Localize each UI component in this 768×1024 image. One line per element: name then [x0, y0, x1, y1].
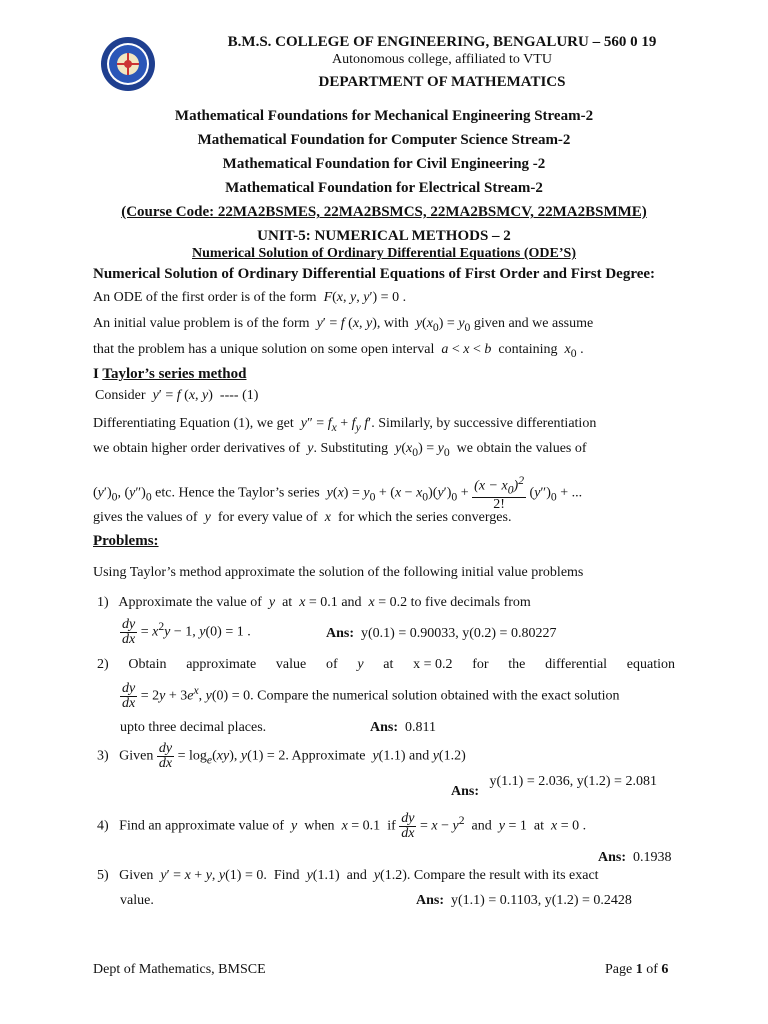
intro-text: An initial value problem is of the form: [93, 316, 310, 331]
answer-label: Ans:: [451, 784, 480, 799]
taylor-text: for every value of: [217, 510, 318, 525]
taylor-diff-line: Differentiating Equation (1), we get $y'' = f_x + f_y$ f′. Similarly, by successive differentiation: [93, 416, 597, 434]
problem-word: approximate: [186, 657, 257, 672]
problem-1-line-2: $\frac{dy}{dx}$ = $x^2y - 1$, y(0) = 1 .: [122, 617, 251, 647]
course-code: (Course Code: 22MA2BSMES, 22MA2BSMCS, 22MA2BSMCV, 22MA2BSMME): [121, 204, 647, 220]
footer-page-number: [605, 962, 668, 978]
problem-word: of: [325, 657, 338, 672]
intro-line-3: that the problem has a unique solution on some open interval a < x < b containing $x_0$ .: [93, 342, 584, 360]
taylor-text: we obtain higher order derivatives of: [93, 441, 301, 456]
answer-value: 0.811: [405, 720, 436, 735]
problem-word: differential: [545, 657, 608, 672]
answer-value: 0.1938: [633, 850, 672, 865]
taylor-text: gives the values of: [93, 510, 198, 525]
taylor-gives-line: gives the values of y for every value of x for which the series converges.: [93, 510, 512, 525]
problem-text: at: [533, 818, 544, 834]
problem-1-line-1: 1) Approximate the value of y at x = 0.1 and x = 0.2 to five decimals from: [97, 595, 531, 610]
problem-text: upto three decimal places.: [120, 720, 267, 735]
problem-2-answer: [370, 720, 436, 736]
taylor-consider: Consider y′ = f (x, y) ---- (1): [95, 388, 259, 403]
unit-title: UNIT-5: NUMERICAL METHODS – 2: [257, 228, 511, 244]
problem-text: at: [282, 595, 293, 610]
problem-word: Obtain: [128, 657, 167, 672]
problem-2-line-2: $\frac{dy}{dx}$ = $2y + 3e^x$, y(0) = 0. Compare the numerical solution obtained with the exact solution: [122, 681, 620, 711]
course-title-4: Mathematical Foundation for Electrical Stream-2: [225, 180, 543, 196]
equation-label: ---- (1): [219, 388, 259, 403]
intro-heading: Numerical Solution of Ordinary Differential Equations of First Order and First Degree:: [93, 266, 656, 282]
taylor-text: . Similarly, by successive differentiation: [371, 416, 597, 431]
problem-text: Given: [119, 748, 154, 764]
intro-line-1: An ODE of the first order is of the form F(x, y, y′) = 0 .: [93, 290, 407, 305]
intro-text: that the problem has a unique solution on some open interval: [93, 342, 435, 357]
taylor-text: . Substituting: [313, 441, 389, 456]
problem-text: Approximate the value of: [118, 595, 262, 610]
taylor-text: we obtain the values of: [456, 441, 587, 456]
dydx-fraction: $\frac{dy}{dx}$: [158, 741, 173, 771]
problems-instruction: Using Taylor’s method approximate the solution of the following initial value problems: [93, 565, 584, 580]
problem-2-line-1: [97, 657, 675, 673]
problem-text: when: [304, 818, 335, 834]
intro-text: containing: [498, 342, 558, 357]
problem-text: . Approximate: [285, 748, 366, 764]
problem-text: Find: [273, 868, 300, 883]
problem-text: Given: [119, 868, 154, 883]
section-roman: I: [93, 366, 99, 382]
problem-text: value.: [120, 893, 154, 908]
problem-text: and: [341, 595, 362, 610]
problem-word: equation: [626, 657, 675, 672]
problem-number: 3): [97, 748, 109, 764]
problem-number: 1): [97, 595, 109, 610]
answer-value: y(1.1) = 2.036, y(1.2) = 2.081: [489, 774, 657, 789]
dydx-fraction: $\frac{dy}{dx}$: [122, 681, 136, 711]
problem-word: for: [472, 657, 489, 672]
answer-label: Ans:: [598, 850, 627, 865]
page-word: Page: [605, 962, 633, 977]
page-num: 1: [635, 962, 643, 977]
problem-text: and: [346, 868, 367, 883]
problem-text: Find an approximate value of: [119, 818, 285, 834]
dydx-fraction: $\frac{dy}{dx}$: [122, 617, 136, 647]
intro-text: , with: [376, 316, 409, 331]
problem-4-line-1: 4) Find an approximate value of y when x = 0.1 if $\frac{dy}{dx}$ = $x - y^2$ and y = 1 at x = 0 .: [97, 811, 587, 841]
problem-text: to five decimals from: [410, 595, 531, 610]
series-fraction: $\frac{(x - x_0)^2}{2!}$: [474, 474, 525, 513]
section-title: Taylor’s series method: [102, 366, 247, 382]
course-title-2: Mathematical Foundation for Computer Science Stream-2: [197, 132, 571, 148]
problem-text: . Compare the result with its exact: [406, 868, 599, 883]
affiliation: Autonomous college, affiliated to VTU: [332, 52, 552, 67]
consider-text: Consider: [95, 388, 146, 403]
course-title-1: Mathematical Foundations for Mechanical Engineering Stream-2: [174, 108, 594, 124]
problems-heading: Problems:: [93, 533, 159, 549]
footer-left: Dept of Mathematics, BMSCE: [93, 962, 266, 977]
problem-5-line-2: [120, 893, 154, 909]
dydx-fraction: $\frac{dy}{dx}$: [401, 811, 415, 841]
taylor-text: etc. Hence the Taylor’s series: [155, 485, 320, 501]
of-word: of: [646, 962, 658, 977]
taylor-series-line: $(y')_0$, $(y'')_0$ etc. Hence the Taylor’s series $y(x) = y_0 + (x - x_0)(y')_0$ + $\frac{(x - x_0)^2}{2!}$ $(y'')_0$ + ...: [93, 474, 583, 513]
answer-label: Ans:: [416, 893, 445, 908]
answer-value: y(0.1) = 0.90033, y(0.2) = 0.80227: [361, 626, 557, 641]
problem-5-answer: [416, 893, 632, 909]
problem-number: 4): [97, 818, 109, 834]
problem-word: x = 0.2: [413, 657, 453, 672]
problem-1-answer: [326, 626, 556, 642]
problem-2-line-3: [120, 720, 266, 736]
taylor-obtain-line: we obtain higher order derivatives of y. Substituting $y(x_0) = y_0$ we obtain the values of: [93, 441, 587, 459]
problem-3-line-1: 3) Given $\frac{dy}{dx}$ = $\log_e(xy)$, y(1) = 2. Approximate y(1.1) and y(1.2): [97, 741, 466, 771]
course-title-3: Mathematical Foundation for Civil Engineering -2: [222, 156, 546, 172]
problem-5-line-1: 5) Given y′ = x + y, y(1) = 0. Find y(1.1) and y(1.2). Compare the result with its exact: [97, 868, 599, 883]
intro-text: given and we assume: [473, 316, 594, 331]
unit-subtitle: Numerical Solution of Ordinary Differential Equations (ODE’S): [192, 246, 576, 261]
intro-text: An ODE of the first order is of the form: [93, 290, 317, 305]
problem-3-answer: [451, 774, 657, 800]
problem-text: and: [471, 818, 492, 834]
problem-number: 2): [97, 657, 109, 672]
problem-word: value: [275, 657, 307, 672]
problem-word: y: [357, 657, 364, 672]
college-name: B.M.S. COLLEGE OF ENGINEERING, BENGALURU – 560 0 19: [227, 34, 657, 50]
problem-text: . Compare the numerical solution obtained with the exact solution: [250, 688, 620, 704]
problem-word: the: [508, 657, 526, 672]
taylor-text: for which the series converges.: [337, 510, 512, 525]
answer-label: Ans:: [326, 626, 355, 641]
taylor-text: Differentiating Equation (1), we get: [93, 416, 294, 431]
answer-value: y(1.1) = 0.1103, y(1.2) = 0.2428: [451, 893, 632, 908]
page-total: 6: [661, 962, 669, 977]
department: DEPARTMENT OF MATHEMATICS: [318, 74, 566, 90]
problem-word: at: [383, 657, 394, 672]
problem-4-answer: [598, 850, 672, 866]
taylor-heading: [93, 366, 246, 383]
problem-number: 5): [97, 868, 109, 883]
answer-label: Ans:: [370, 720, 399, 735]
intro-line-2: An initial value problem is of the form y′ = f (x, y), with $y(x_0) = y_0$ given and we assume: [93, 316, 594, 334]
problem-text: if: [387, 818, 396, 834]
